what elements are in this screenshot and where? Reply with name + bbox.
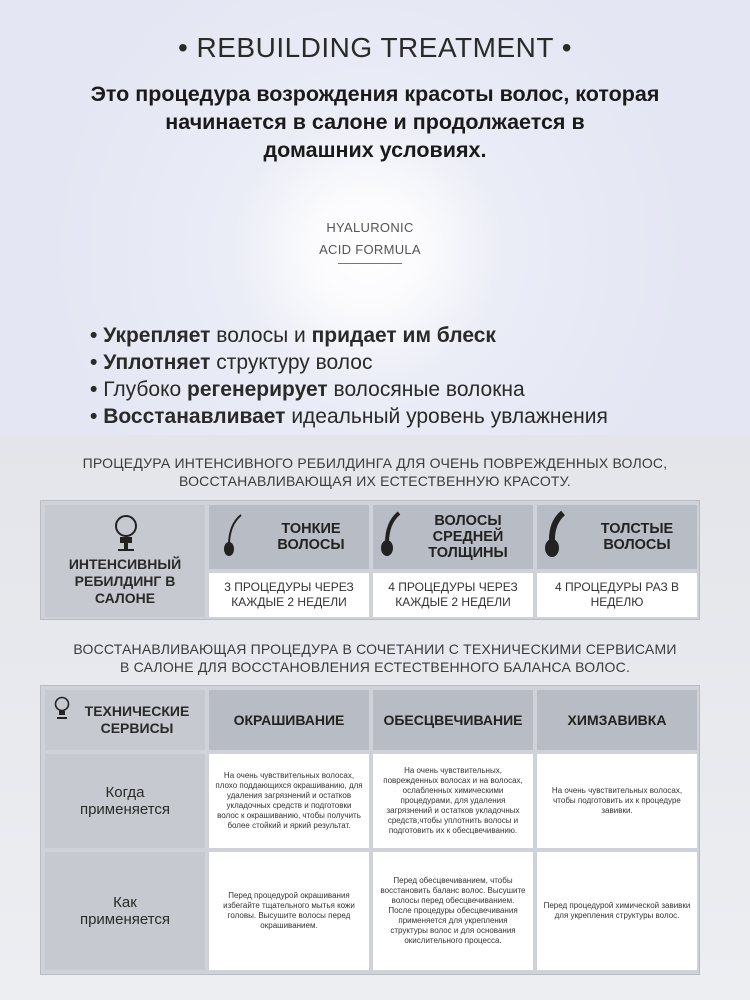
- row-label-intensive: ИНТЕНСИВНЫЙ РЕБИЛДИНГ В САЛОНЕ: [45, 505, 205, 617]
- intro-text: [0, 80, 750, 164]
- medium-hair-icon: [377, 511, 407, 559]
- cell-thin-value: 3 ПРОЦЕДУРЫ ЧЕРЕЗ КАЖДЫЕ 2 НЕДЕЛИ: [209, 573, 369, 617]
- formula-line-2: ACID FORMULA: [319, 242, 421, 257]
- thick-hair-icon: [541, 511, 571, 559]
- section1-heading: ПРОЦЕДУРА ИНТЕНСИВНОГО РЕБИЛДИНГА ДЛЯ ОЧЕНЬ ПОВРЕЖДЕННЫХ ВОЛОС, ВОССТАНАВЛИВАЮЩАЯ ИХ ЕСТЕСТВЕННУЮ КРАСОТУ.: [82, 455, 668, 489]
- col-header-coloring: ОКРАШИВАНИЕ: [209, 690, 369, 750]
- cell-how-bleaching: Перед обесцвечиванием, чтобы восстановить баланс волос. Высушите волосы перед обесцвечиванием. После процедуры обесцвечивания применяется для укрепления структуры волос и для основания окислительного процесса.: [373, 852, 533, 970]
- intensive-rebuilding-table: [40, 500, 700, 620]
- hero-section: [0, 0, 750, 435]
- cell-when-perm: На очень чувствительных волосах, чтобы подготовить их к процедуре завивки.: [537, 754, 697, 848]
- benefit-item: • Уплотняет структуру волос: [90, 349, 608, 376]
- technical-services-table: [40, 685, 700, 975]
- mirror-chair-icon: [111, 513, 141, 553]
- col-header-thin: ТОНКИЕ ВОЛОСЫ: [209, 505, 369, 569]
- cell-how-perm: Перед процедурой химической завивки для укрепления структуры волос.: [537, 852, 697, 970]
- formula-line-1: HYALURONIC: [326, 220, 414, 235]
- col-header-perm: ХИМЗАВИВКА: [537, 690, 697, 750]
- mirror-icon: [53, 696, 71, 722]
- benefit-item: • Восстанавливает идеальный уровень увлажнения: [90, 403, 608, 430]
- section2-heading: ВОССТАНАВЛИВАЮЩАЯ ПРОЦЕДУРА В СОЧЕТАНИИ С ТЕХНИЧЕСКИМИ СЕРВИСАМИ В САЛОНЕ ДЛЯ ВОССТАНОВЛЕНИЯ ЕСТЕСТВЕННОГО БАЛАНСА ВОЛОС.: [73, 641, 677, 675]
- cell-when-coloring: На очень чувствительных волосах, плохо поддающихся окрашиванию, для удаления загрязнений и остатков укладочных средств и подготовки волос к окрашиванию, чтобы получить более стойкий и яркий результат.: [209, 754, 369, 848]
- benefit-item: • Укрепляет волосы и придает им блеск: [90, 322, 608, 349]
- page-title: • REBUILDING TREATMENT •: [177, 32, 573, 63]
- intro-line: начинается в салоне и продолжается в: [165, 110, 585, 134]
- formula-badge: [300, 217, 440, 261]
- thin-hair-icon: [221, 513, 251, 559]
- col-header-medium: ВОЛОСЫ СРЕДНЕЙ ТОЛЩИНЫ: [373, 505, 533, 569]
- intro-line: Это процедура возрождения красоты волос, которая: [90, 82, 660, 106]
- cell-how-coloring: Перед процедурой окрашивания избегайте тщательного мытья кожи головы. Высушите волосы перед окрашиванием.: [209, 852, 369, 970]
- cell-when-bleaching: На очень чувствительных, поврежденных волосах и на волосах, ослабленных химическими процедурами, для удаления загрязнений и остатков укладочных средств,чтобы уплотнить волосы и подготовить их к обесцвечиванию.: [373, 754, 533, 848]
- formula-underline: [338, 263, 402, 264]
- benefit-item: • Глубоко регенерирует волосяные волокна: [90, 376, 608, 403]
- intro-line: домашних условиях.: [263, 138, 487, 162]
- cell-thick-value: 4 ПРОЦЕДУРЫ РАЗ В НЕДЕЛЮ: [537, 573, 697, 617]
- col-header-bleaching: ОБЕСЦВЕЧИВАНИЕ: [373, 690, 533, 750]
- col-header-thick: ТОЛСТЫЕ ВОЛОСЫ: [537, 505, 697, 569]
- row-label-when: Когда применяется: [45, 754, 205, 848]
- corner-label: ТЕХНИЧЕСКИЕ СЕРВИСЫ: [45, 690, 205, 750]
- cell-medium-value: 4 ПРОЦЕДУРЫ ЧЕРЕЗ КАЖДЫЕ 2 НЕДЕЛИ: [373, 573, 533, 617]
- benefits-list: [90, 322, 608, 430]
- row-label-how: Как применяется: [45, 852, 205, 970]
